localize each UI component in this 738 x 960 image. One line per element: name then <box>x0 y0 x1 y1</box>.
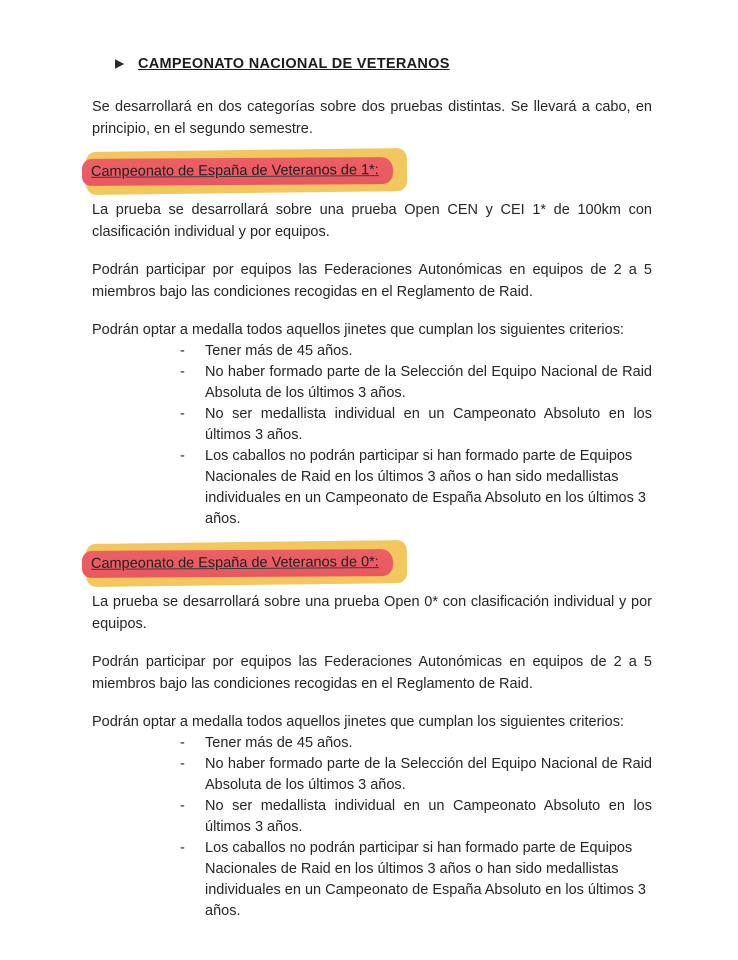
paragraph: Podrán optar a medalla todos aquellos jinetes que cumplan los siguientes criterios: <box>92 322 624 338</box>
section-heading-text: Campeonato de España de Veteranos de 0*: <box>90 554 379 572</box>
red-marker-stroke <box>82 157 393 186</box>
section-veteranos-0 <box>92 530 652 922</box>
list-item <box>140 733 652 754</box>
section-heading-text: Campeonato de España de Veteranos de 1*: <box>90 162 379 180</box>
paragraph: Podrán participar por equipos las Federaciones Autonómicas en equipos de 2 a 5 miembros bajo las condiciones recogidas en el Reglamento de Raid. <box>92 654 652 692</box>
list-item-text: No ser medallista individual en un Campeonato Absoluto en los últimos 3 años. <box>205 406 652 443</box>
list-item <box>140 404 652 446</box>
list-item-text: No haber formado parte de la Selección del Equipo Nacional de Raid Absoluta de los últimos 3 años. <box>205 364 652 401</box>
paragraph: Podrán participar por equipos las Federaciones Autonómicas en equipos de 2 a 5 miembros bajo las condiciones recogidas en el Reglamento de Raid. <box>92 262 652 300</box>
highlighted-heading-2 <box>82 550 393 577</box>
main-heading-text: CAMPEONATO NACIONAL DE VETERANOS <box>138 56 450 72</box>
list-item <box>140 341 652 362</box>
list-item-text: No haber formado parte de la Selección del Equipo Nacional de Raid Absoluta de los últimos 3 años. <box>205 756 652 793</box>
criteria-list <box>140 733 652 922</box>
list-item <box>140 754 652 796</box>
paragraph: Podrán optar a medalla todos aquellos jinetes que cumplan los siguientes criterios: <box>92 714 624 730</box>
list-item-text: Tener más de 45 años. <box>205 343 353 359</box>
main-heading <box>114 56 652 72</box>
red-marker-stroke <box>82 549 393 578</box>
highlighted-heading-1 <box>82 158 393 185</box>
section-veteranos-1 <box>92 140 652 530</box>
criteria-list <box>140 341 652 530</box>
paragraph: La prueba se desarrollará sobre una prueba Open CEN y CEI 1* de 100km con clasificación individual y por equipos. <box>92 202 652 240</box>
list-item-text: No ser medallista individual en un Campeonato Absoluto en los últimos 3 años. <box>205 798 652 835</box>
list-item-text: Tener más de 45 años. <box>205 735 353 751</box>
list-item <box>140 362 652 404</box>
list-item <box>140 838 652 922</box>
arrow-bullet-icon <box>114 58 125 70</box>
list-item <box>140 446 652 530</box>
intro-paragraph: Se desarrollará en dos categorías sobre dos pruebas distintas. Se llevará a cabo, en principio, en el segundo semestre. <box>92 99 652 137</box>
list-item-text: Los caballos no podrán participar si han formado parte de Equipos Nacionales de Raid en los últimos 3 años o han sido medallistas individuales en un Campeonato de España Absoluto en los últimos 3 años. <box>205 840 646 919</box>
list-item <box>140 796 652 838</box>
list-item-text: Los caballos no podrán participar si han formado parte de Equipos Nacionales de Raid en los últimos 3 años o han sido medallistas individuales en un Campeonato de España Absoluto en los últimos 3 años. <box>205 448 646 527</box>
paragraph: La prueba se desarrollará sobre una prueba Open 0* con clasificación individual y por equipos. <box>92 594 652 632</box>
